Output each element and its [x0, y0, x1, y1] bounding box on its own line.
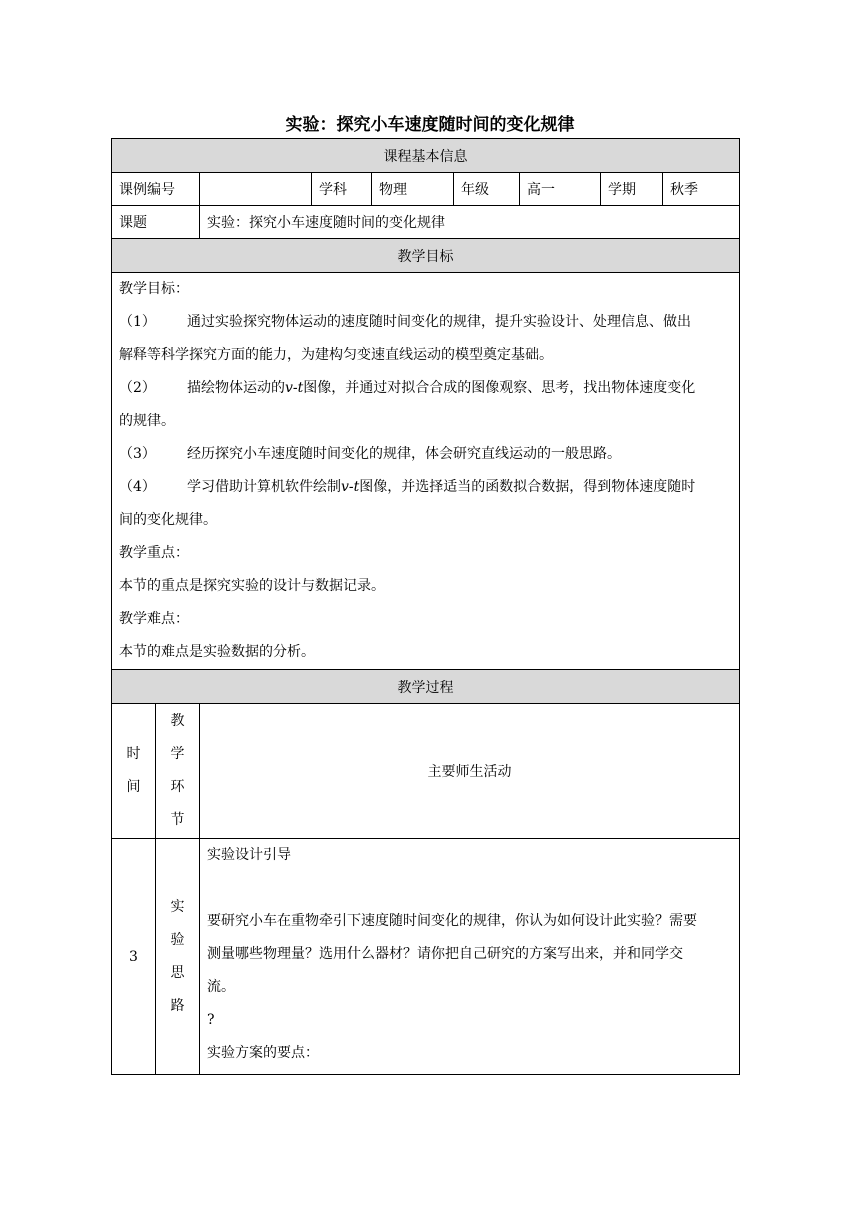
objective-item [119, 438, 732, 471]
objective-text: 学习借助计算机软件绘制v-t图像，并选择适当的函数拟合数据，得到物体速度随时 [187, 479, 696, 495]
case-no-label: 课例编号 [112, 173, 200, 206]
grade-value: 高一 [520, 173, 601, 206]
activity-text: ? [207, 1012, 215, 1028]
activity-text: 测量哪些物理量？选用什么器材？请你把自己研究的方案写出来，并和同学交 [207, 946, 683, 962]
objective-continuation: 间的变化规律。 [119, 512, 217, 528]
subject-label: 学科 [312, 173, 372, 206]
objective-number: （2） [119, 380, 156, 396]
objectives-content [112, 273, 740, 670]
objectives-intro: 教学目标： [119, 281, 189, 297]
objective-continuation: 的规律。 [119, 413, 175, 429]
objective-number: （3） [119, 446, 156, 462]
activity-text: 实验方案的要点： [207, 1045, 319, 1061]
objective-item [119, 471, 732, 504]
basic-info-header: 课程基本信息 [112, 139, 740, 173]
objective-item [119, 306, 732, 339]
document-title: 实验：探究小车速度随时间的变化规律 [285, 115, 575, 135]
objective-text: 描绘物体运动的v-t图像，并通过对拟合合成的图像观察、思考，找出物体速度变化 [187, 380, 696, 396]
subject-value: 物理 [372, 173, 454, 206]
term-label: 学期 [601, 173, 663, 206]
activity-column-header: 主要师生活动 [200, 704, 740, 839]
time-column-header: 时 间 [112, 704, 156, 839]
objective-continuation: 解释等科学探究方面的能力，为建构匀变速直线运动的模型奠定基础。 [119, 347, 553, 363]
objective-number: （4） [119, 479, 156, 495]
objective-text: 通过实验探究物体运动的速度随时间变化的规律，提升实验设计、处理信息、做出 [187, 314, 691, 330]
process-header: 教学过程 [112, 670, 740, 704]
objectives-header: 教学目标 [112, 239, 740, 273]
key-point-label: 教学重点： [119, 545, 189, 561]
key-point-text: 本节的重点是探究实验的设计与数据记录。 [119, 578, 385, 594]
step-column-header: 教 学 环 节 [156, 704, 200, 839]
activity-text: 流。 [207, 979, 235, 995]
objective-text: 经历探究小车速度随时间变化的规律，体会研究直线运动的一般思路。 [187, 446, 621, 462]
time-cell: 3 [112, 839, 156, 1075]
activity-heading: 实验设计引导 [207, 847, 291, 863]
difficulty-label: 教学难点： [119, 611, 189, 627]
activity-cell [200, 839, 740, 1075]
objective-number: （1） [119, 314, 156, 330]
topic-value: 实验：探究小车速度随时间的变化规律 [200, 206, 740, 239]
grade-label: 年级 [454, 173, 520, 206]
vt-symbol: v-t [285, 380, 304, 396]
term-value: 秋季 [663, 173, 740, 206]
lesson-plan-table [111, 138, 740, 1075]
difficulty-text: 本节的难点是实验数据的分析。 [119, 644, 315, 660]
process-column-headers [112, 704, 740, 839]
activity-text: 要研究小车在重物牵引下速度随时间变化的规律，你认为如何设计此实验？需要 [207, 913, 697, 929]
vt-symbol: v-t [341, 479, 360, 495]
basic-info-row [112, 173, 740, 206]
process-row [112, 839, 740, 1075]
objective-item [119, 372, 732, 405]
topic-row [112, 206, 740, 239]
case-no-value [200, 173, 312, 206]
topic-label: 课题 [112, 206, 200, 239]
step-cell: 实 验 思 路 [156, 839, 200, 1075]
